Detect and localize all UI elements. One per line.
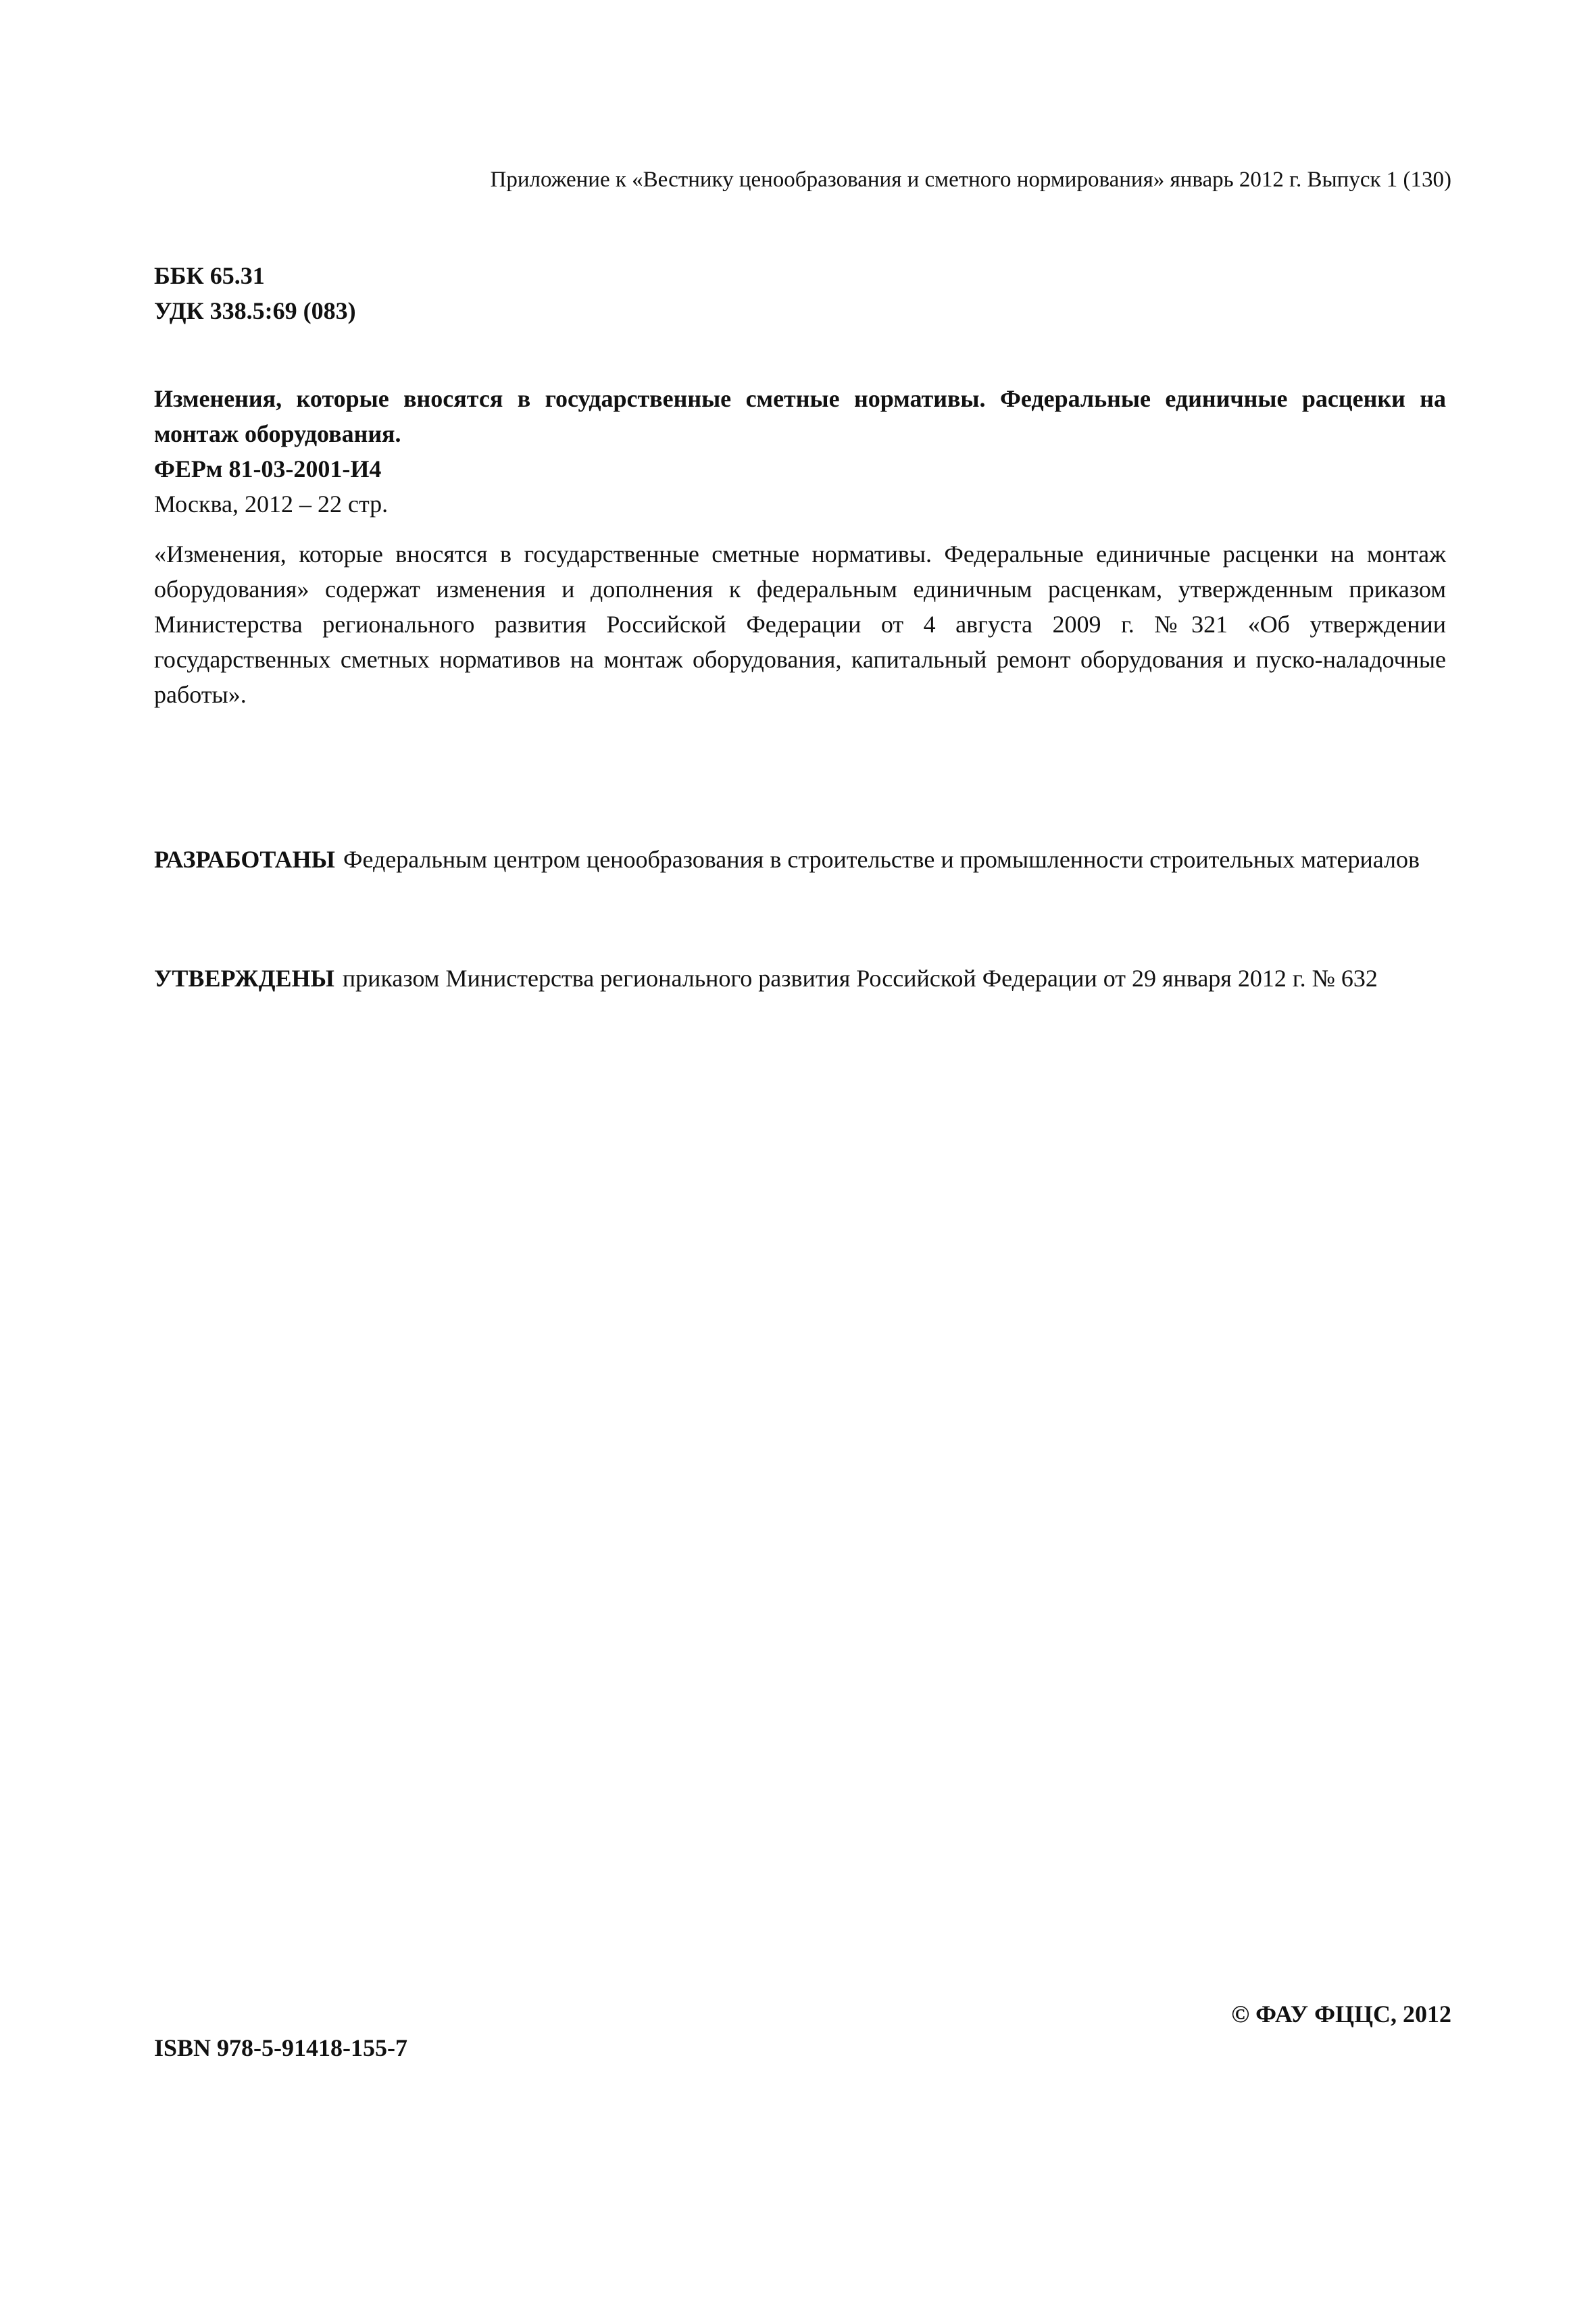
publication-title: Изменения, которые вносятся в государственные сметные нормативы. Федеральные единичные расценки на монтаж оборудования. <box>154 385 1446 447</box>
copyright-notice: © ФАУ ФЦЦС, 2012 <box>1231 2001 1451 2028</box>
publication-info <box>154 381 1446 522</box>
approved-label: УТВЕРЖДЕНЫ <box>154 965 334 992</box>
udk-code: УДК 338.5:69 (083) <box>154 297 356 324</box>
developed-by-paragraph <box>154 842 1446 877</box>
isbn-number: ISBN 978-5-91418-155-7 <box>154 2034 407 2061</box>
developed-text: Федеральным центром ценообразования в строительстве и промышленности строительных материалов <box>343 846 1420 873</box>
approved-by-paragraph <box>154 961 1446 996</box>
developed-label: РАЗРАБОТАНЫ <box>154 846 335 873</box>
approved-text: приказом Министерства регионального развития Российской Федерации от 29 января 2012 г. № 632 <box>342 965 1378 992</box>
supplement-header: Приложение к «Вестнику ценообразования и сметного нормирования» январь 2012 г. Выпуск 1 (130) <box>490 168 1451 192</box>
bbk-code: ББК 65.31 <box>154 262 265 289</box>
publication-place-year: Москва, 2012 – 22 стр. <box>154 491 389 518</box>
description-paragraph: «Изменения, которые вносятся в государственные сметные нормативы. Федеральные единичные расценки на монтаж оборудования» содержат изменения и дополнения к федеральным единичным расценкам, утвержденным приказом Министерства регионального развития Российской Федерации от 4 августа 2009 г. №321 «Об утверждении государственных сметных нормативов на монтаж оборудования, капитальный ремонт оборудования и пуско-наладочные работы». <box>154 540 1446 708</box>
classification-codes <box>154 258 356 328</box>
publication-code: ФЕРм 81-03-2001-И4 <box>154 455 382 482</box>
